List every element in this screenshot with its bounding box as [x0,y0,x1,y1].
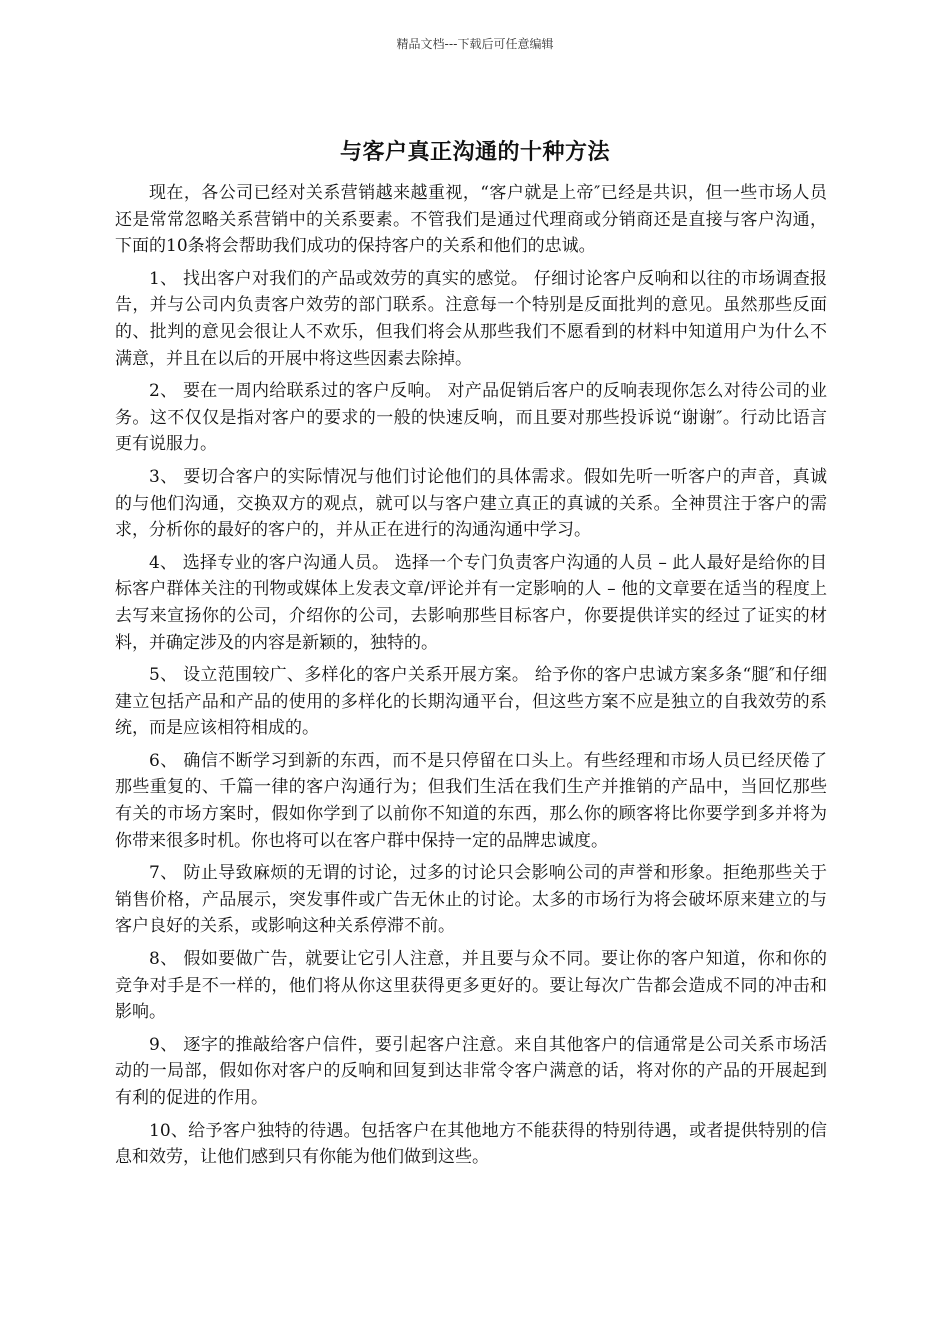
method-paragraph-10: 10、给予客户独特的待遇。包括客户在其他地方不能获得的特别待遇，或者提供特别的信息和效劳，让他们感到只有你能为他们做到这些。 [115,1120,827,1168]
method-paragraph-6: 6、 确信不断学习到新的东西，而不是只停留在口头上。有些经理和市场人员已经厌倦了那些重复的、千篇一律的客户沟通行为；但我们生活在我们生产并推销的产品中，当回忆那些有关的市场方案时，假如你学到了以前你不知道的东西，那么你的顾客将比你要学到多并将为你带来很多时机。你也将可以在客户群中保持一定的品牌忠诚度。 [115,750,827,851]
intro-paragraph: 现在，各公司已经对关系营销越来越重视，“客户就是上帝″已经是共识，但一些市场人员还是常常忽略关系营销中的关系要素。不管我们是通过代理商或分销商还是直接与客户沟通，下面的10条将会帮助我们成功的保持客户的关系和他们的忠诚。 [115,183,827,257]
method-paragraph-9: 9、 逐字的推敲给客户信件，要引起客户注意。来自其他客户的信通常是公司关系市场活动的一局部，假如你对客户的反响和回复到达非常令客户满意的话，将对你的产品的开展起到有利的促进的作用。 [115,1034,827,1108]
method-paragraph-8: 8、 假如要做广告，就要让它引人注意，并且要与众不同。要让你的客户知道，你和你的竞争对手是不一样的，他们将从你这里获得更多更好的。要让每次广告都会造成不同的冲击和影响。 [115,949,827,1023]
document-title: 与客户真正沟通的十种方法 [339,140,610,165]
method-paragraph-1: 1、 找出客户对我们的产品或效劳的真实的感觉。 仔细讨论客户反响和以往的市场调查报告，并与公司内负责客户效劳的部门联系。注意每一个特别是反面批判的意见。虽然那些反面的、批判的意见会很让人不欢乐，但我们将会从那些我们不愿看到的材料中知道用户为什么不满意，并且在以后的开展中将这些因素去除掉。 [115,268,827,369]
method-paragraph-3: 3、 要切合客户的实际情况与他们讨论他们的具体需求。假如先听一听客户的声音，真诚的与他们沟通，交换双方的观点，就可以与客户建立真正的真诚的关系。全神贯注于客户的需求，分析你的最好的客户的，并从正在进行的沟通沟通中学习。 [115,466,827,541]
page-header-note: 精品文档---下载后可任意编辑 [396,37,554,51]
method-paragraph-5: 5、 设立范围较广、多样化的客户关系开展方案。 给予你的客户忠诚方案多条“腿″和仔细建立包括产品和产品的使用的多样化的长期沟通平台，但这些方案不应是独立的自我效劳的系统，而是应该相符相成的。 [115,665,827,739]
method-paragraph-7: 7、 防止导致麻烦的无谓的讨论，过多的讨论只会影响公司的声誉和形象。拒绝那些关于销售价格，产品展示，突发事件或广告无休止的讨论。太多的市场行为将会破坏原来建立的与客户良好的关系，或影响这种关系停滞不前。 [115,863,827,937]
method-paragraph-4: 4、 选择专业的客户沟通人员。 选择一个专门负责客户沟通的人员 – 此人最好是给你的目标客户群体关注的刊物或媒体上发表文章/评论并有一定影响的人 – 他的文章要在适当的程度上去写来宣扬你的公司，介绍你的公司，去影响那些目标客户，你要提供详实的经过了证实的材料，并确定涉及的内容是新颖的，独特的。 [115,552,827,653]
document-body [115,180,827,1177]
method-paragraph-2: 2、 要在一周内给联系过的客户反响。 对产品促销后客户的反响表现你怎么对待公司的业务。这不仅仅是指对客户的要求的一般的快速反响，而且要对那些投诉说“谢谢″。行动比语言更有说服力。 [115,381,827,455]
